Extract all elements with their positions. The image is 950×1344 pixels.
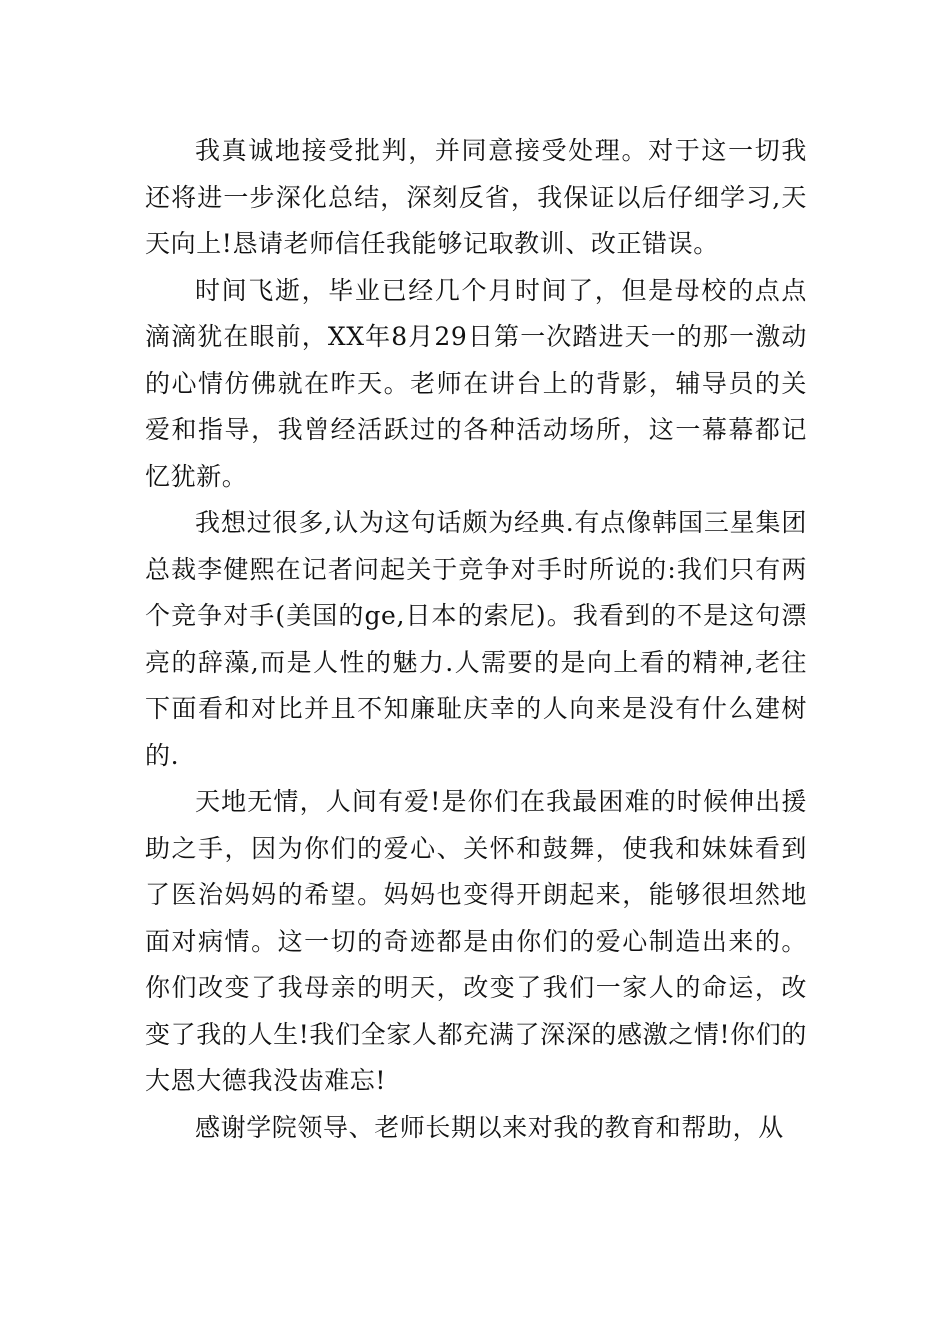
paragraph-2: 时间飞逝，毕业已经几个月时间了，但是母校的点点滴滴犹在眼前，XX年8月29日第一次踏进天一的那一激动的心情仿佛就在昨天。老师在讲台上的背影，辅导员的关爱和指导，我曾经活跃过的各种活动场所，这一幕幕都记忆犹新。 [145,275,807,491]
paragraph-3: 我想过很多,认为这句话颇为经典.有点像韩国三星集团总裁李健熙在记者问起关于竞争对手时所说的:我们只有两个竞争对手(美国的ge,日本的索尼)。我看到的不是这句漂亮的辞藻,而是人性的魅力.人需要的是向上看的精神,老往下面看和对比并且不知廉耻庆幸的人向来是没有什么建树的. [145,508,807,770]
paragraph-4: 天地无情，人间有爱!是你们在我最困难的时候伸出援助之手，因为你们的爱心、关怀和鼓舞，使我和妹妹看到了医治妈妈的希望。妈妈也变得开朗起来，能够很坦然地面对病情。这一切的奇迹都是由你们的爱心制造出来的。你们改变了我母亲的明天，改变了我们一家人的命运，改变了我的人生!我们全家人都充满了深深的感激之情!你们的大恩大德我没齿难忘! [145,787,807,1095]
document-body [145,128,807,1151]
paragraph-1: 我真诚地接受批判，并同意接受处理。对于这一切我还将进一步深化总结，深刻反省，我保证以后仔细学习,天天向上!恳请老师信任我能够记取教训、改正错误。 [145,136,807,258]
paragraph-5: 感谢学院领导、老师长期以来对我的教育和帮助，从 [195,1112,784,1142]
